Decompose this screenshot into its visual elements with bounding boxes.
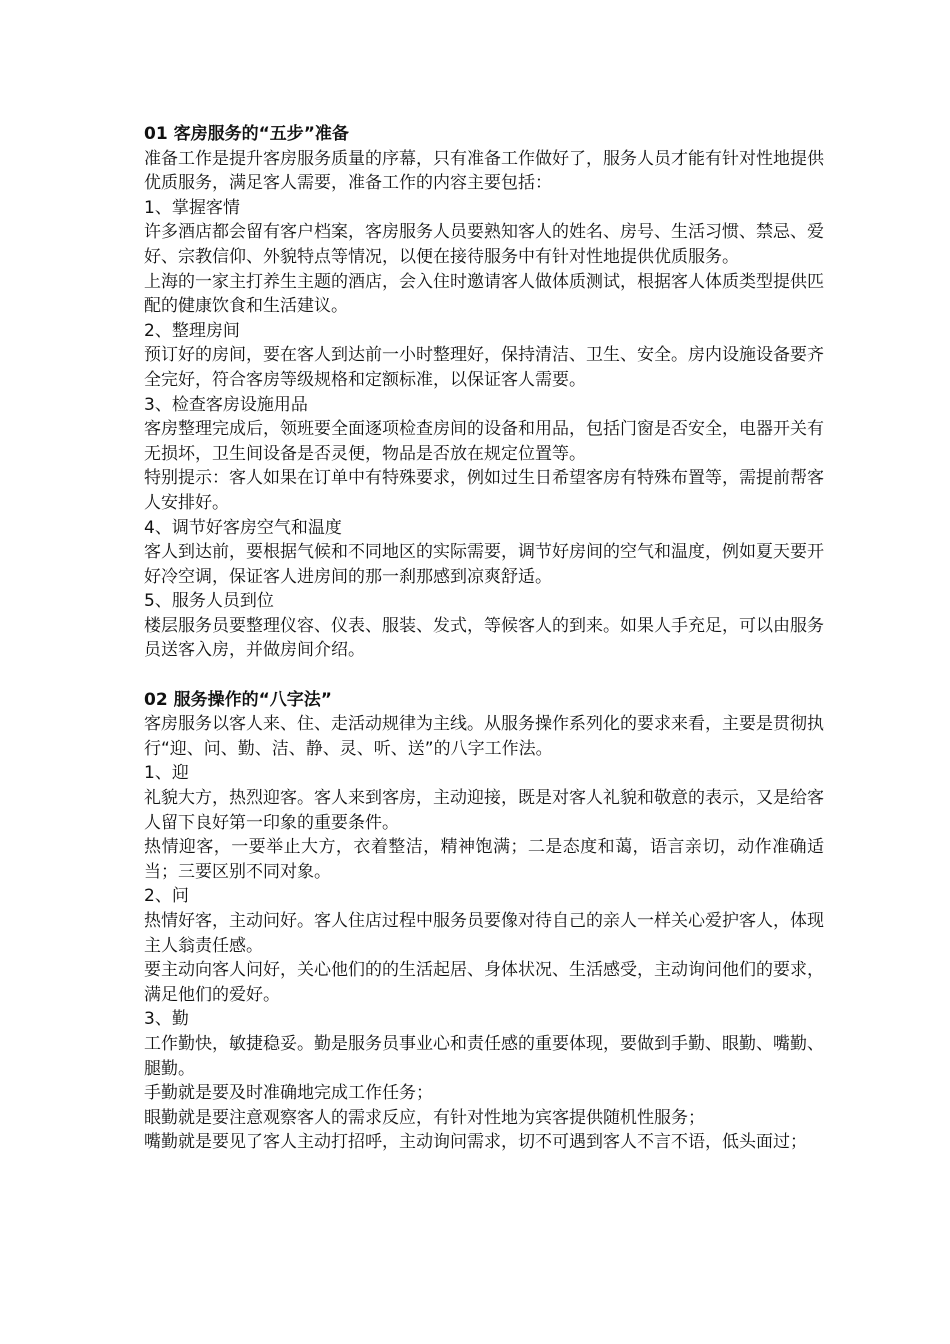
paragraph: 客人到达前，要根据气候和不同地区的实际需要，调节好房间的空气和温度，例如夏天要开好冷空调，保证客人进房间的那一刹那感到凉爽舒适。 [144, 542, 824, 587]
subheading: 1、掌握客情 [144, 197, 240, 218]
paragraph: 嘴勤就是要见了客人主动打招呼，主动询问需求，切不可遇到客人不言不语，低头面过； [144, 1132, 807, 1153]
section-heading: 01 客房服务的“五步”准备 [144, 124, 349, 144]
section-five-steps [144, 122, 824, 663]
subheading: 2、问 [144, 886, 189, 907]
paragraph: 上海的一家主打养生主题的酒店，会入住时邀请客人做体质测试，根据客人体质类型提供匹配的健康饮食和生活建议。 [144, 271, 824, 317]
paragraph: 客房整理完成后，领班要全面逐项检查房间的设备和用品，包括门窗是否安全，电器开关有无损坏，卫生间设备是否灵便，物品是否放在规定位置等。 [144, 419, 824, 464]
paragraph: 手勤就是要及时准确地完成工作任务； [144, 1083, 433, 1104]
paragraph: 工作勤快，敏捷稳妥。勤是服务员事业心和责任感的重要体现，要做到手勤、眼勤、嘴勤、腿勤。 [144, 1033, 824, 1079]
subheading: 3、勤 [144, 1009, 189, 1030]
paragraph: 热情迎客，一要举止大方，衣着整洁，精神饱满；二是态度和蔼，语言亲切，动作准确适当；三要区别不同对象。 [144, 837, 824, 882]
paragraph: 眼勤就是要注意观察客人的需求反应，有针对性地为宾客提供随机性服务； [144, 1107, 705, 1128]
section-heading: 02 服务操作的“八字法” [144, 689, 332, 710]
paragraph: 热情好客，主动问好。客人住店过程中服务员要像对待自己的亲人一样关心爱护客人，体现主人翁责任感。 [144, 911, 824, 956]
paragraph: 要主动向客人问好，关心他们的的生活起居、身体状况、生活感受，主动询问他们的要求，满足他们的爱好。 [144, 960, 824, 1005]
section-eight-words [144, 688, 824, 1155]
subheading: 1、迎 [144, 763, 189, 784]
subheading: 4、调节好客房空气和温度 [144, 517, 342, 538]
paragraph: 预订好的房间，要在客人到达前一小时整理好，保持清洁、卫生、安全。房内设施设备要齐全完好，符合客房等级规格和定额标准，以保证客人需要。 [144, 345, 824, 390]
paragraph: 许多酒店都会留有客户档案，客房服务人员要熟知客人的姓名、房号、生活习惯、禁忌、爱好、宗教信仰、外貌特点等情况，以便在接待服务中有针对性地提供优质服务。 [144, 222, 824, 267]
subheading: 3、检查客房设施用品 [144, 394, 308, 415]
paragraph: 准备工作是提升客房服务质量的序幕，只有准备工作做好了，服务人员才能有针对性地提供优质服务，满足客人需要，准备工作的内容主要包括： [144, 148, 824, 194]
paragraph: 礼貌大方，热烈迎客。客人来到客房，主动迎接，既是对客人礼貌和敬意的表示，又是给客人留下良好第一印象的重要条件。 [144, 788, 824, 833]
paragraph: 特别提示：客人如果在订单中有特殊要求，例如过生日希望客房有特殊布置等，需提前帮客人安排好。 [144, 468, 824, 513]
document-page [144, 122, 824, 1155]
paragraph: 客房服务以客人来、住、走活动规律为主线。从服务操作系列化的要求来看，主要是贯彻执行“迎、问、勤、洁、静、灵、听、送”的八字工作法。 [144, 714, 824, 759]
paragraph: 楼层服务员要整理仪容、仪表、服装、发式，等候客人的到来。如果人手充足，可以由服务员送客入房，并做房间介绍。 [144, 615, 824, 661]
subheading: 5、服务人员到位 [144, 591, 274, 612]
section-gap [144, 663, 824, 688]
subheading: 2、整理房间 [144, 320, 240, 341]
